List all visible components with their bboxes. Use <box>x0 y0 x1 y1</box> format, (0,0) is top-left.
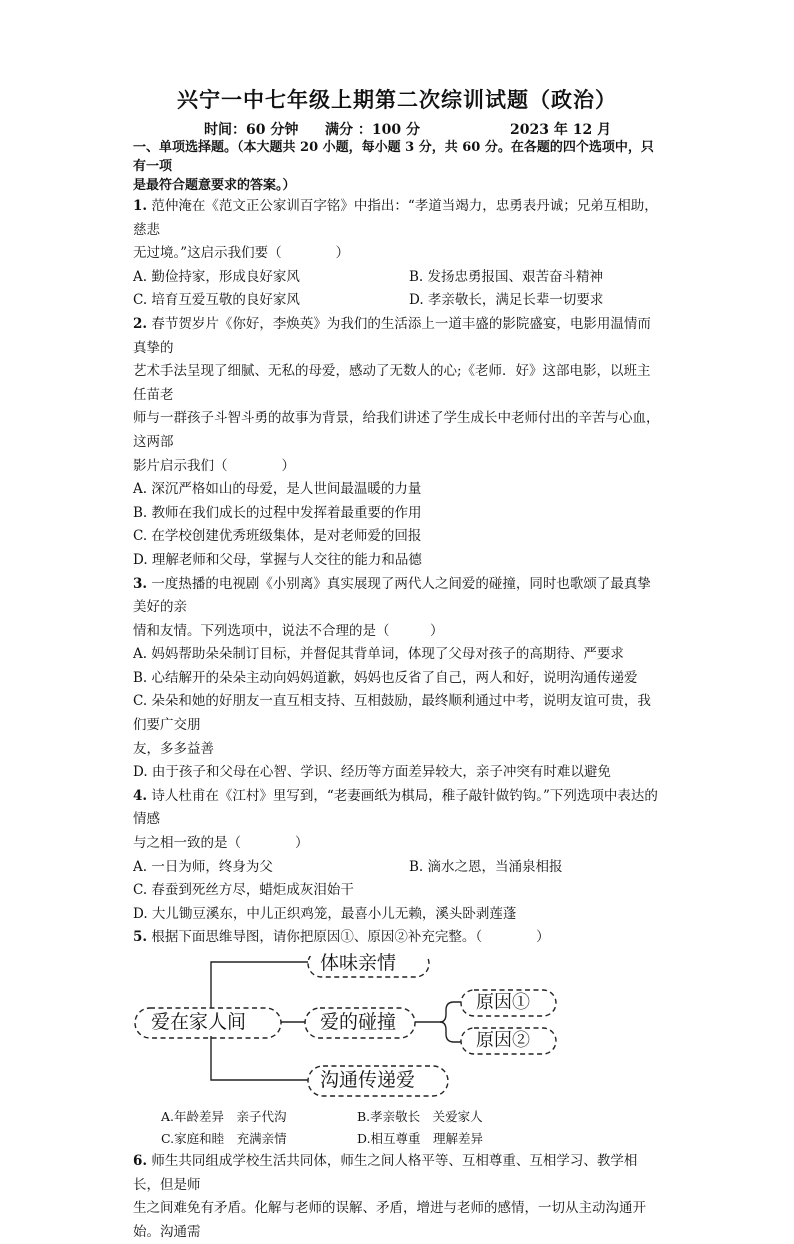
mind-map-leaf-2: 原因② <box>476 1030 530 1051</box>
option-b[interactable]: B. 滴水之恩，当涌泉相报 <box>409 858 563 875</box>
question-stem: 师生共同组成学校生活共同体，师生之间人格平等、互相尊重、互相学习、教学相长，但是师 <box>133 1153 638 1193</box>
option-d[interactable]: D.相互尊重 理解差异 <box>357 1131 484 1146</box>
option-c[interactable]: C. 培育互爱互敬的良好家风 <box>133 292 300 309</box>
exam-content <box>133 138 663 1244</box>
question-number: 4. <box>133 787 148 804</box>
option-b[interactable]: B. 教师在我们成长的过程中发挥着最重要的作用 <box>133 504 422 521</box>
option-b[interactable]: B.孝亲敬长 关爱家人 <box>357 1109 483 1124</box>
exam-score: 满分 ：100 分 <box>325 122 420 138</box>
option-a[interactable]: A. 深沉严格如山的母爱，是人世间最温暖的力量 <box>133 481 422 498</box>
option-b[interactable]: B. 发扬忠勇报国、艰苦奋斗精神 <box>409 268 604 285</box>
mind-map <box>133 952 663 1106</box>
question-6 <box>133 1150 663 1244</box>
section-heading: 一、单项选择题。（本大题共 20 小题，每小题 3 分，共 60 分。在各题的四个选项中，只有一项 是最符合题意要求的答案。） <box>133 140 654 193</box>
question-stem: 影片启示我们（ ） <box>133 457 295 474</box>
question-stem: 一度热播的电视剧《小别离》真实展现了两代人之间爱的碰撞，同时也歌颂了最真挚美好的亲 <box>133 575 651 616</box>
question-stem: 诗人杜甫在《江村》里写到，“老妻画纸为棋局，稚子敲针做钓钩。”下列选项中表达的情感 <box>133 787 658 828</box>
option-d[interactable]: D. 由于孩子和父母在心智、学识、经历等方面差异较大，亲子冲突有时难以避免 <box>133 764 611 781</box>
option-c[interactable]: C. 朵朵和她的好朋友一直互相支持、互相鼓励，最终顺利通过中考，说明友谊可贵，我们要广交朋 <box>133 693 651 734</box>
question-stem: 与之相一致的是（ ） <box>133 835 309 852</box>
question-number: 3. <box>133 575 148 592</box>
question-1 <box>133 195 663 313</box>
connector-branch-1 <box>211 962 308 1008</box>
exam-time: 时间：60 分钟 <box>204 122 299 138</box>
question-stem: 无过境。”这启示我们要（ ） <box>133 245 350 262</box>
option-a[interactable]: A. 妈妈帮助朵朵制订目标，并督促其背单词，体现了父母对孩子的高期待、严要求 <box>133 646 624 663</box>
exam-date: 2023 年 12 月 <box>510 122 612 138</box>
question-4 <box>133 785 663 927</box>
question-stem: 范仲淹在《范文正公家训百字铭》中指出：“孝道当竭力，忠勇表丹诚；兄弟互相助，慈悲 <box>133 198 658 238</box>
options-5 <box>133 1106 663 1150</box>
option-c[interactable]: C.家庭和睦 充满亲情 <box>161 1131 287 1146</box>
question-number: 1. <box>133 198 148 214</box>
exam-title: 兴宁一中七年级上期第二次综训试题（政治） <box>177 87 617 112</box>
connector-branch-3 <box>211 1036 308 1080</box>
question-stem: 情和友情。下列选项中，说法不合理的是（ ） <box>133 622 444 639</box>
option-c-continued[interactable]: 友，多多益善 <box>133 740 214 757</box>
option-d[interactable]: D. 大儿锄豆溪东，中儿正织鸡笼，最喜小儿无赖，溪头卧剥莲蓬 <box>133 905 517 922</box>
mind-map-root: 爱在家人间 <box>151 1011 247 1033</box>
mind-map-leaf-1: 原因① <box>476 992 530 1013</box>
question-number: 6. <box>133 1153 148 1169</box>
option-a[interactable]: A. 勤俭持家，形成良好家风 <box>133 268 300 285</box>
option-c[interactable]: C. 在学校创建优秀班级集体，是对老师爱的回报 <box>133 528 422 545</box>
question-2 <box>133 313 663 573</box>
mind-map-branch-3: 沟通传递爱 <box>320 1069 416 1091</box>
option-a[interactable]: A. 一日为师，终身为父 <box>133 858 273 875</box>
option-c[interactable]: C. 春蚕到死丝方尽，蜡炬成灰泪始干 <box>133 882 354 899</box>
question-stem: 师与一群孩子斗智斗勇的故事为背景，给我们讲述了学生成长中老师付出的辛苦与心血，这两部 <box>133 410 660 450</box>
question-stem: 艺术手法呈现了细腻、无私的母爱，感动了无数人的心;《老师．好》这部电影，以班主任苗老 <box>133 363 651 403</box>
connector-leaf-1 <box>440 1002 461 1022</box>
question-3 <box>133 573 663 785</box>
question-stem: 根据下面思维导图，请你把原因①、原因②补充完整。（ ） <box>147 929 550 946</box>
connector-leaf-2 <box>440 1022 461 1042</box>
question-5 <box>133 926 663 1150</box>
question-stem: 生之间难免有矛盾。化解与老师的误解、矛盾，增进与老师的感情，一切从主动沟通开始。沟通需 <box>133 1200 646 1240</box>
mind-map-branch-2: 爱的碰撞 <box>320 1011 397 1033</box>
question-number: 2. <box>133 315 148 332</box>
mind-map-branch-1: 体味亲情 <box>320 952 397 974</box>
question-number: 5. <box>133 929 148 946</box>
option-d[interactable]: D. 理解老师和父母，掌握与人交往的能力和品德 <box>133 551 422 568</box>
option-d[interactable]: D. 孝亲敬长，满足长辈一切要求 <box>409 292 604 309</box>
question-stem: 春节贺岁片《你好，李焕英》为我们的生活添上一道丰盛的影院盛宴，电影用温情而真挚的 <box>133 315 651 356</box>
option-b[interactable]: B. 心结解开的朵朵主动向妈妈道歉，妈妈也反省了自己，两人和好，说明沟通传递爱 <box>133 669 638 686</box>
option-a[interactable]: A.年龄差异 亲子代沟 <box>161 1109 287 1124</box>
